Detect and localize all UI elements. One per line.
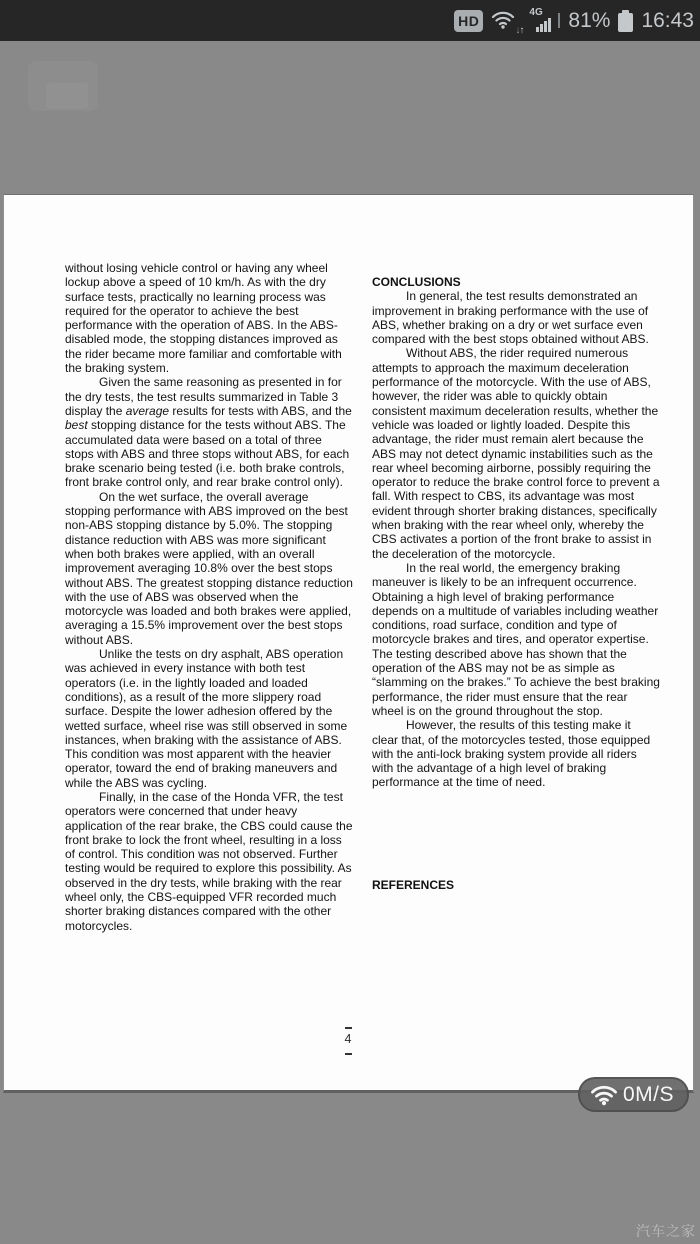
watermark: 汽车之家 [636,1223,696,1239]
left-column [65,261,353,933]
wifi-icon [491,8,524,36]
hd-icon: HD [454,10,483,32]
paragraph: In the real world, the emergency braking maneuver is likely to be an infrequent occurrence. Obtaining a high level of braking performance depends on a multitude of variables including weather conditions, road surface, condition and type of motorcycle brakes and tires, and operator expertise. The testing described above has shown that the operation of the ABS may not be as simple as “slamming on the brakes.” To achieve the best braking performance, the rider must ensure that the rear wheel is on the ground throughout the stop. [372,560,660,718]
pdf-page[interactable] [3,194,694,1093]
signal-divider [558,13,560,28]
wifi-traffic-arrows [515,26,523,36]
page-number-dash [345,1053,352,1055]
download-arrow-icon: ↓ [515,24,520,36]
network-speed-value: 0M/S [623,1082,675,1106]
page-number-dash [345,1027,352,1029]
network-speed-overlay[interactable] [578,1077,689,1112]
paragraph: However, the results of this testing make it clear that, of the motorcycles tested, those equipped with the anti-lock braking system provide all riders with the advantage of a high level of braking performance at the time of need. [372,718,651,790]
faded-button-inner [46,83,88,109]
signal-bars-icon [536,18,551,32]
clock: 16:43 [641,8,694,32]
page-number [338,1027,358,1055]
paragraph: without losing vehicle control or having any wheel lockup above a speed of 10 km/h. As with the dry surface tests, practically no learning process was required for the operator to achieve the best performance with the operation of ABS. In the ABS-disabled mode, the stopping distances improved as the rider became more familiar and comfortable with the braking system. [65,261,342,376]
status-bar [0,0,700,41]
upload-arrow-icon: ↑ [519,24,524,36]
paragraph: On the wet surface, the overall average stopping performance with ABS improved on the best non-ABS stopping distance by 5.0%. The stopping distance reduction with ABS was more significant when both brakes were applied, with an overall improvement averaging 10.8% over the best stops without ABS. The greatest stopping distance reduction with the use of ABS was observed when the motorcycle was loaded and both brakes were applied, averaging a 15.5% improvement over the best stops without ABS. [65,489,353,647]
paragraph: Without ABS, the rider required numerous attempts to approach the maximum deceleration performance of the motorcycle. With the use of ABS, however, the rider was able to quickly obtain consistent maximum deceleration results, whether the vehicle was loaded or lightly loaded. Despite this advantage, the rider must remain alert because the ABS may not detect dynamic instabilities such as the rear wheel becoming airborne, possibly requiring the operator to reduce the brake control force to prevent a fall. With respect to CBS, its advantage was most evident through shorter braking distances, specifically when braking with the rear wheel only, whereby the CBS activates a portion of the front brake to assist in the deceleration of the motorcycle. [372,346,660,561]
paragraph: Unlike the tests on dry asphalt, ABS operation was achieved in every instance with both test operators (i.e. in the lightly loaded and loaded conditions), as a result of the more slippery road surface. Despite the lower adhesion offered by the wetted surface, wheel rise was still observed in some instances, when braking with the assistance of ABS. This condition was most apparent with the heavier operator, toward the end of braking maneuvers and while the ABS was cycling. [65,647,348,790]
faded-button-remnant [28,61,98,111]
paragraph: Finally, in the case of the Honda VFR, the test operators were concerned that under heavy application of the rear brake, the CBS could cause the front brake to lock the front wheel, resulting in a loss of control. This condition was not observed. Further testing would be required to explore this possibility. As observed in the dry tests, while braking with the rear wheel only, the CBS-equipped VFR recorded much shorter braking distances compared with the other motorcycles. [65,789,353,933]
cellular-signal-icon [529,8,554,34]
paragraph: Given the same reasoning as presented in for the dry tests, the test results summarized in Table 3 display the average results for tests with ABS, and the best stopping distance for the tests without ABS. The accumulated data were based on a total of three stops with ABS and three stops without ABS, for each brake scenario being tested (i.e. both brake controls, front brake control only, and rear brake control only). [65,375,352,490]
page-number-value: 4 [344,1032,352,1046]
battery-icon [618,13,633,32]
network-type-label: 4G [529,6,543,18]
status-icons-cluster [454,0,694,41]
right-column [372,275,660,892]
references-heading: REFERENCES [372,877,455,892]
paragraph: In general, the test results demonstrated an improvement in braking performance with the use of ABS, whether braking on a dry or wet surface even compared with the best stops obtained without ABS. [372,289,649,347]
conclusions-heading: CONCLUSIONS [372,275,461,289]
wifi-speed-icon [590,1084,618,1106]
battery-percent: 81% [568,8,611,32]
